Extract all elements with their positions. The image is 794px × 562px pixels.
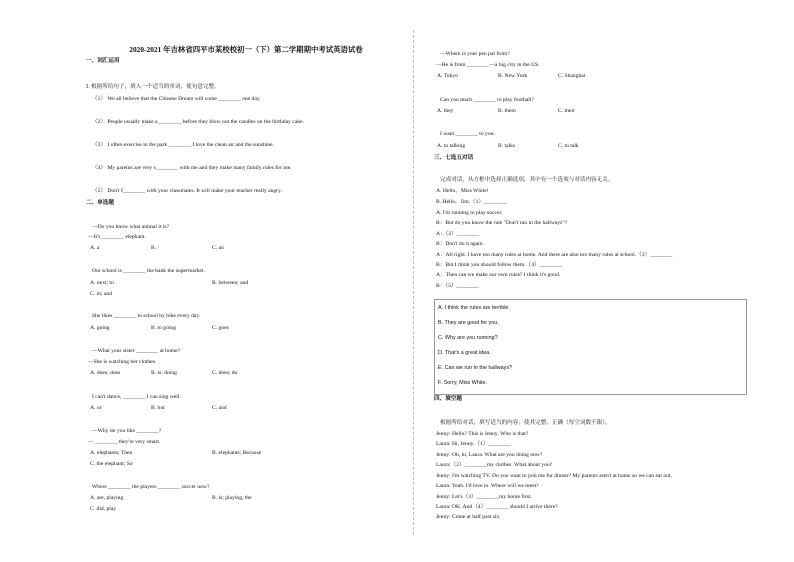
question: （3） I often exercise in the park ________ I love the clean air and the sunshine. [92,142,275,148]
dialogue-line: Laura: Yeah. I'd love to. Where will we meet? [436,483,539,489]
question-stem: —It's ________ elephant. [88,234,146,240]
question-stem: —Why do you like ________? [92,428,162,434]
question-stem: —He is from ________—a big city in the US. [436,62,540,68]
option: C. goes [212,325,229,331]
dialogue-line: Jenny: Hello? This is Jenny. Who is that? [436,431,529,437]
option: B. / [151,245,160,251]
dialogue-line: B：But I think you should follow them.（4）________ [436,262,563,268]
section-instruction: 完成对话，从方框中选择正确选项，其中有一个选项与对话内容无关。 [440,177,614,183]
dialogue-line: Jenny: Come at half past six. [436,514,501,520]
section-instruction: 根据所给对话，填写适当的内容，使其完整、正确（每空词数不限）。 [440,420,611,426]
option: C. in; and [90,291,112,297]
section-heading: 一、词汇运用 [86,58,120,64]
dialogue-line: Jenny: Let's（3）________my home first. [436,494,532,500]
answer-option: D. That's a great idea. [438,350,491,356]
dialogue-line: Laura: Hi, Jenny.（1）________ [436,441,511,447]
option: C. Shanghai [558,73,586,79]
section-instruction: Ⅰ. 根据所给句子，填入一个适当的单词，使句意完整。 [86,84,220,90]
option: C. does; do [212,370,238,376]
answer-option: F. Sorry, Miss White. [438,380,488,386]
option: A. elephants; Then [90,450,133,456]
dialogue-line: A. I'm running to play soccer. [436,210,503,216]
dialogue-line: Jenny: I'm watching TV. Do you want to join me for dinner? My parents aren't at home so we can eat out. [436,473,672,479]
option: B. New York [498,73,528,79]
option: A. or [90,405,102,411]
answer-option: A. I think the rules are terrible. [438,305,510,311]
option: A. to talking [437,143,466,149]
question-stem: I can't dance, ________ I can sing well. [92,394,181,400]
section-heading: 四、填空题 [434,396,462,402]
question-stem: —What your sister ________ at home? [92,348,181,354]
page-title: 2020-2021 年吉林省四平市某校校初一（下）第二学期期中考试英语试卷 [129,45,363,54]
question-stem: I want ________ to you. [440,131,495,137]
question-stem: —Do you know what animal it is? [92,224,170,230]
question: （5） Don't f________ with your classmates. It will make your teacher really angry. [92,188,282,194]
option: C. to talk [558,143,579,149]
dialogue-line: B：Don't do it again. [436,241,484,247]
option: C. and [212,405,227,411]
section-heading: 二、单选题 [86,200,114,206]
section-heading: 三、七选五对话 [434,155,474,161]
option: A. are, playing [90,495,124,501]
option: C. did, play [90,506,117,512]
column-divider [413,30,414,535]
option: A. next; to [90,280,114,286]
option: A. going [90,325,110,331]
question-stem: —She is watching her clothes. [88,359,157,365]
option: A. does; does [90,370,121,376]
question-stem: — ________ they're very smart. [88,439,161,445]
option: B. is; playing, the [212,495,252,501]
options-box [434,299,747,395]
option: B. them [498,108,516,114]
option: B. elephants; Because [212,450,262,456]
dialogue-line: A：（2）________ [436,231,480,237]
answer-option: B. They are good for you. [438,320,499,326]
dialogue-line: B. Hello，Jim.（1）________ [436,199,507,205]
dialogue-line: A：All right. I have too many rules at home. And there are also too many rules at school.（3）________ [436,252,673,258]
option: A. they [437,108,454,114]
question-stem: —Where is your pen pal from? [440,51,510,57]
option: A. Tokyo [437,73,458,79]
dialogue-line: Laura:（2）________my clothes. What about you? [436,462,553,468]
question-stem: She likes ________ to school by bike every day. [92,313,201,319]
option: B. talks [498,143,516,149]
option: B. but [151,405,165,411]
answer-option: C. Why are you running? [438,335,498,341]
dialogue-line: Laura: OK. And（4）________ should I arrive there? [436,504,558,510]
dialogue-line: Jenny: Oh, hi, Laura. What are you doing now? [436,452,543,458]
dialogue-line: B：But do you know the rule "Don't run in the hallways"? [436,220,568,226]
option: B. to going [151,325,177,331]
option: A. a [90,245,100,251]
question: （4） My parents are very s________ with me and they make many family rules for me. [92,165,292,171]
option: C. an [212,245,224,251]
option: C. the elephant; So [90,461,133,467]
option: B. between; and [212,280,249,286]
dialogue-line: A：Then can we make our own rules? I think it's good. [436,272,561,278]
question-stem: Can you teach ________ to play football? [440,97,534,103]
dialogue-line: A. Hello，Miss White! [436,188,489,194]
question: （2） People usually make a ________ before they blow out the candles on the birthday cake. [92,119,304,125]
question: （1） We all believe that the Chinese Dream will come ________ one day. [92,96,261,102]
question-stem: Where ________ the players ________ soccer now? [92,484,210,490]
option: C. their [558,108,575,114]
option: B. is; doing [151,370,177,376]
answer-option: E. Can we run in the hallways? [438,365,513,371]
question-stem: Our school is ________ the bank the supermarket. [92,268,205,274]
dialogue-line: B：（5）________ [436,283,479,289]
